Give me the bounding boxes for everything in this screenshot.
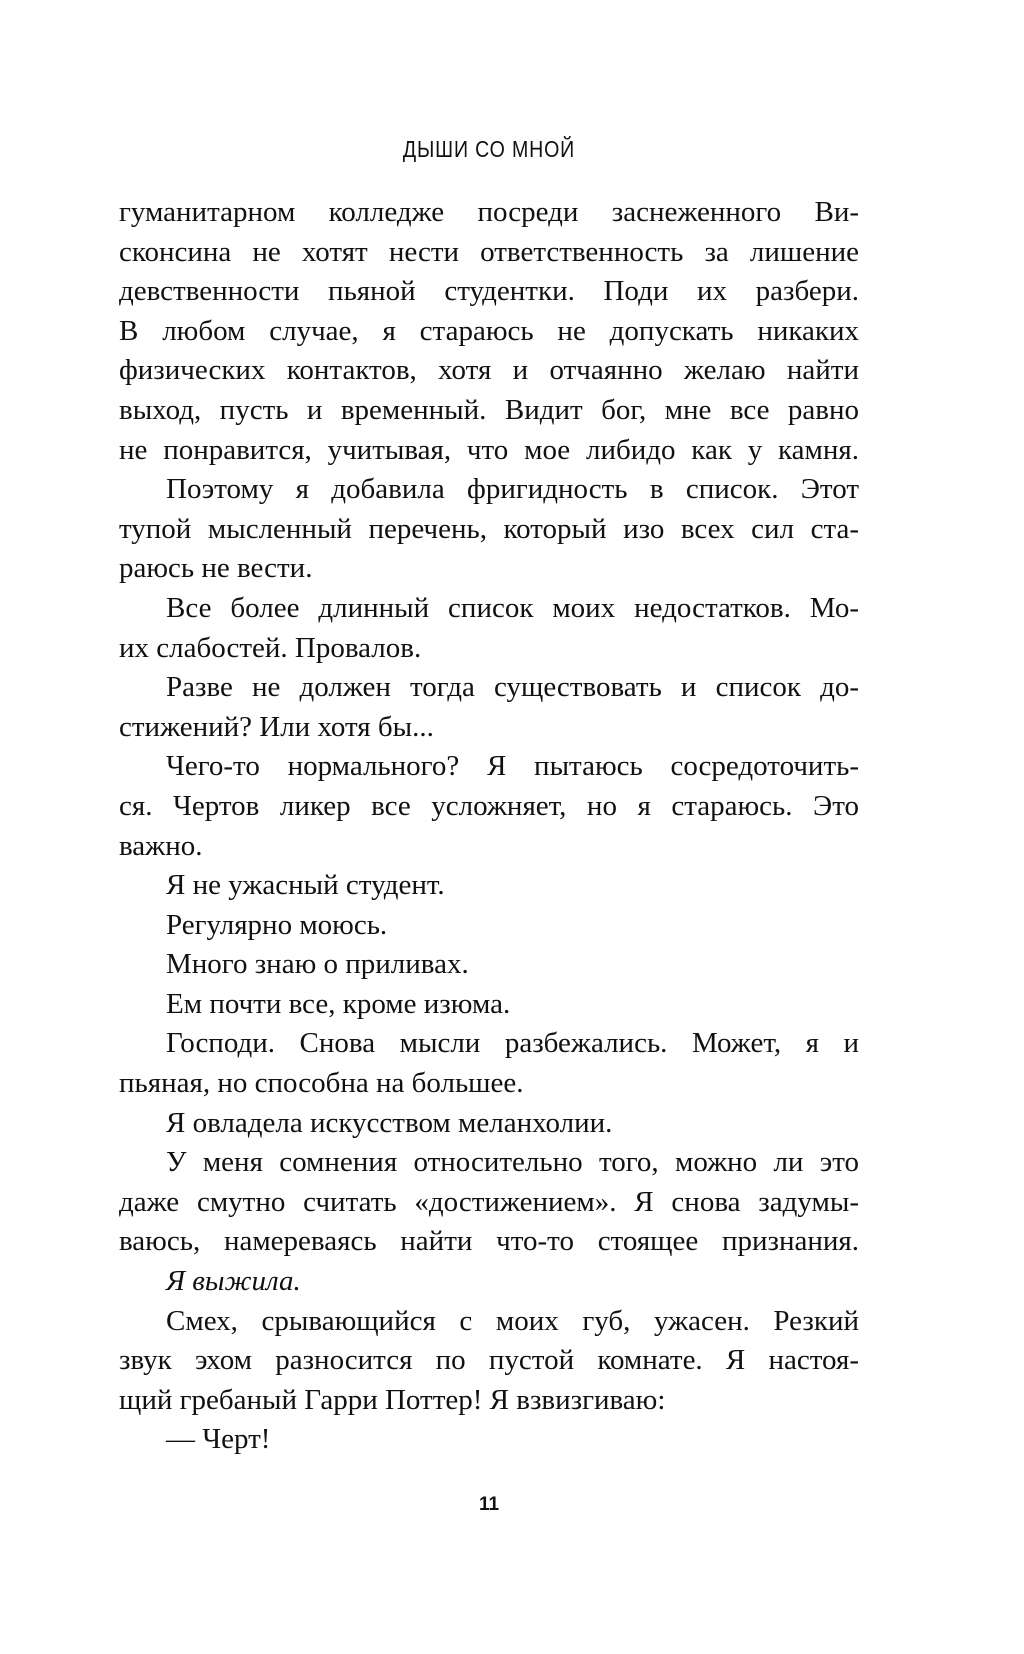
text-line: раюсь не вести. xyxy=(119,552,313,585)
text-line: их слабостей. Провалов. xyxy=(119,631,422,664)
text-line: щий гребаный Гарри Поттер! Я взвизгиваю: xyxy=(119,1383,666,1416)
text-line: Я овладела искусством меланхолии. xyxy=(166,1106,613,1139)
text-line: У меня сомнения относительно того, можно ли это xyxy=(166,1146,859,1179)
text-line: гуманитарном колледже посреди заснеженного Ви- xyxy=(119,196,859,228)
text-line: выход, пусть и временный. Видит бог, мне все равно xyxy=(119,393,859,426)
text-line: Регулярно моюсь. xyxy=(166,908,388,941)
paragraph xyxy=(119,945,859,985)
text-line: Все более длинный список моих недостатков. Мо- xyxy=(166,591,859,624)
text-line: звук эхом разносится по пустой комнате. Я настоя- xyxy=(119,1344,859,1377)
paragraph xyxy=(119,1420,859,1460)
paragraph xyxy=(119,1024,859,1103)
text-line: Поэтому я добавила фригидность в список. Этот xyxy=(166,473,859,506)
paragraph xyxy=(119,668,859,747)
text-line: физических контактов, хотя и отчаянно желаю найти xyxy=(119,354,859,387)
text-line: ся. Чертов ликер все усложняет, но я стараюсь. Это xyxy=(119,789,859,822)
text-line: пьяная, но способна на большее. xyxy=(119,1067,524,1100)
body-text xyxy=(119,193,859,1460)
paragraph xyxy=(119,747,859,866)
paragraph xyxy=(119,470,859,589)
text-line: девственности пьяной студентки. Поди их разбери. xyxy=(119,275,859,308)
text-line: Господи. Снова мысли разбежались. Может, я и xyxy=(166,1027,859,1060)
paragraph xyxy=(119,1262,859,1302)
running-header: ДЫШИ СО МНОЙ xyxy=(402,136,576,162)
text-line: Чего-то нормального? Я пытаюсь сосредоточить- xyxy=(166,750,859,783)
paragraph xyxy=(119,589,859,668)
text-line: Много знаю о приливах. xyxy=(166,948,469,981)
paragraph xyxy=(119,866,859,906)
paragraph xyxy=(119,1143,859,1262)
text-line: тупой мысленный перечень, который изо всех сил ста- xyxy=(119,512,859,545)
text-line: В любом случае, я стараюсь не допускать никаких xyxy=(119,314,859,347)
text-line: сконсина не хотят нести ответственность за лишение xyxy=(119,235,859,268)
page-number: 11 xyxy=(478,1494,500,1515)
paragraph xyxy=(119,193,859,470)
text-line: Смех, срывающийся с моих губ, ужасен. Резкий xyxy=(166,1304,859,1337)
text-line: — Черт! xyxy=(166,1423,271,1456)
text-line: важно. xyxy=(119,829,203,862)
paragraph xyxy=(119,1104,859,1144)
text-line: стижений? Или хотя бы... xyxy=(119,710,434,743)
text-line: даже смутно считать «достижением». Я снова задумы- xyxy=(119,1185,859,1218)
paragraph xyxy=(119,985,859,1025)
text-line: Разве не должен тогда существовать и список до- xyxy=(166,671,859,704)
paragraph xyxy=(119,906,859,946)
text-line: Я не ужасный студент. xyxy=(166,869,445,902)
text-line: не понравится, учитывая, что мое либидо как у камня. xyxy=(119,433,859,466)
text-line: Ем почти все, кроме изюма. xyxy=(166,987,511,1020)
paragraph xyxy=(119,1302,859,1421)
text-line: ваюсь, намереваясь найти что-то стоящее признания. xyxy=(119,1225,859,1258)
text-line: Я выжила. xyxy=(166,1265,301,1298)
